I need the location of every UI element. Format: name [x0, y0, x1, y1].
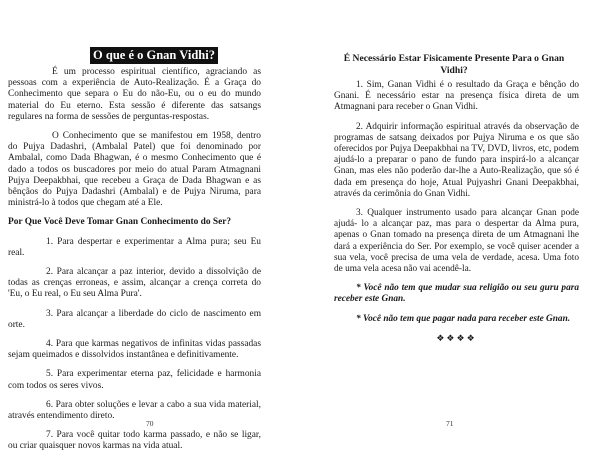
- ornament: ❖❖❖❖: [436, 332, 477, 343]
- page-title: O que é o Gnan Vidhi?: [90, 47, 218, 64]
- list-item: 5. Para experimentar eterna paz, felicidade e harmonia com todos os seres vivos.: [8, 369, 261, 391]
- section-heading: Por Que Você Deve Tomar Gnan Conhecimento do Ser?: [8, 217, 232, 228]
- list-item: 1. Para despertar e experimentar a Alma pura; seu Eu real.: [8, 236, 261, 258]
- paragraph: 2. Adquirir informação espiritual através da observação de programas de satsang deixados por Pujya Niruma e os que são oferecidos por Pujya Deepakbhai na TV, DVD, livros, etc, podem ajudá-lo a preparar o pano de fundo para inspirá-lo a alcançar Gnan, mas eles não poderão dar-lhe a Auto-Realização, que só é dada em presença do hoje, Atual Pujyashri Gnani Deepakbhai, através da cerimônia do Gnan Vidhi.: [334, 121, 579, 199]
- section-title: É Necessário Estar Fisicamente Presente Para o Gnan Vidhi?: [343, 53, 565, 76]
- note: * Você não tem que pagar nada para receber este Gnan.: [356, 313, 571, 324]
- left-body: [8, 67, 261, 461]
- list-item: 6. Para obter soluções e levar a cabo a sua vida material, através entendimento direto.: [8, 399, 261, 422]
- paragraph: O Conhecimento que se manifestou em 1958, dentro do Pujya Dadashri, (Ambalal Patel) que foi denominado por Ambalal, como Dada Bhagwan, é o mesmo Conhecimento que é dado a todos os buscadores por meio do atual Param Atmagnani Pujya Deepakbhai, que recebeu a Graça de Dada Bhagwan e as bênçãos do Pujya Dadashri (Ambalal) e de Pujya Niruma, para ministrá-lo à todos que chegam até a Ele.: [8, 131, 261, 209]
- paragraph: 3. Qualquer instrumento usado para alcançar Gnan pode ajudá- lo a alcançar paz, mas para o despertar da Alma pura, apenas o Gnan tomado na presença direta de um Atmagnani lhe dará a experiência do Ser. Por exemplo, se você quiser acender a sua vela, você precisa de uma vela de verdade, acesa. Uma foto de uma vela acesa não vai acendê-la.: [334, 208, 579, 275]
- page-number: 71: [446, 419, 454, 428]
- list-item: 4. Para que karmas negativos de infinitas vidas passadas sejam queimados e dissolvidos instantânea e definitivamente.: [8, 339, 261, 361]
- right-body: [334, 80, 579, 344]
- note: * Você não tem que mudar sua religião ou seu guru para receber este Gnan.: [334, 283, 579, 305]
- page-number: 70: [146, 419, 154, 428]
- list-item: 3. Para alcançar a liberdade do ciclo de nascimento em orte.: [8, 308, 261, 330]
- list-item: 2. Para alcançar a paz interior, devido a dissolvição de todas as crenças erroneas, e assim, alcançar a crença correta do 'Eu, o Eu real, o Eu seu Alma Pura'.: [8, 267, 261, 300]
- list-item: 7. Para você quitar todo karma passado, e não se ligar, ou criar quaisquer novos karmas na vida atual.: [8, 430, 261, 452]
- paragraph: É um processo espiritual científico, agraciando as pessoas com a experiência de Auto-Realização. É a Graça do Conhecimento que separa o Eu do não-Eu, ou o eu do mundo material do Eu eterno. Esta sessão é diferente das satsangs regulares na forma de sessões de perguntas-respostas.: [8, 67, 261, 122]
- paragraph: 1. Sim, Ganan Vidhi é o resultado da Graça e bênção do Gnani. É necessário estar na presença física direta de um Atmagnani para receber o Gnan Vidhi.: [334, 80, 579, 113]
- right-page: [300, 0, 600, 466]
